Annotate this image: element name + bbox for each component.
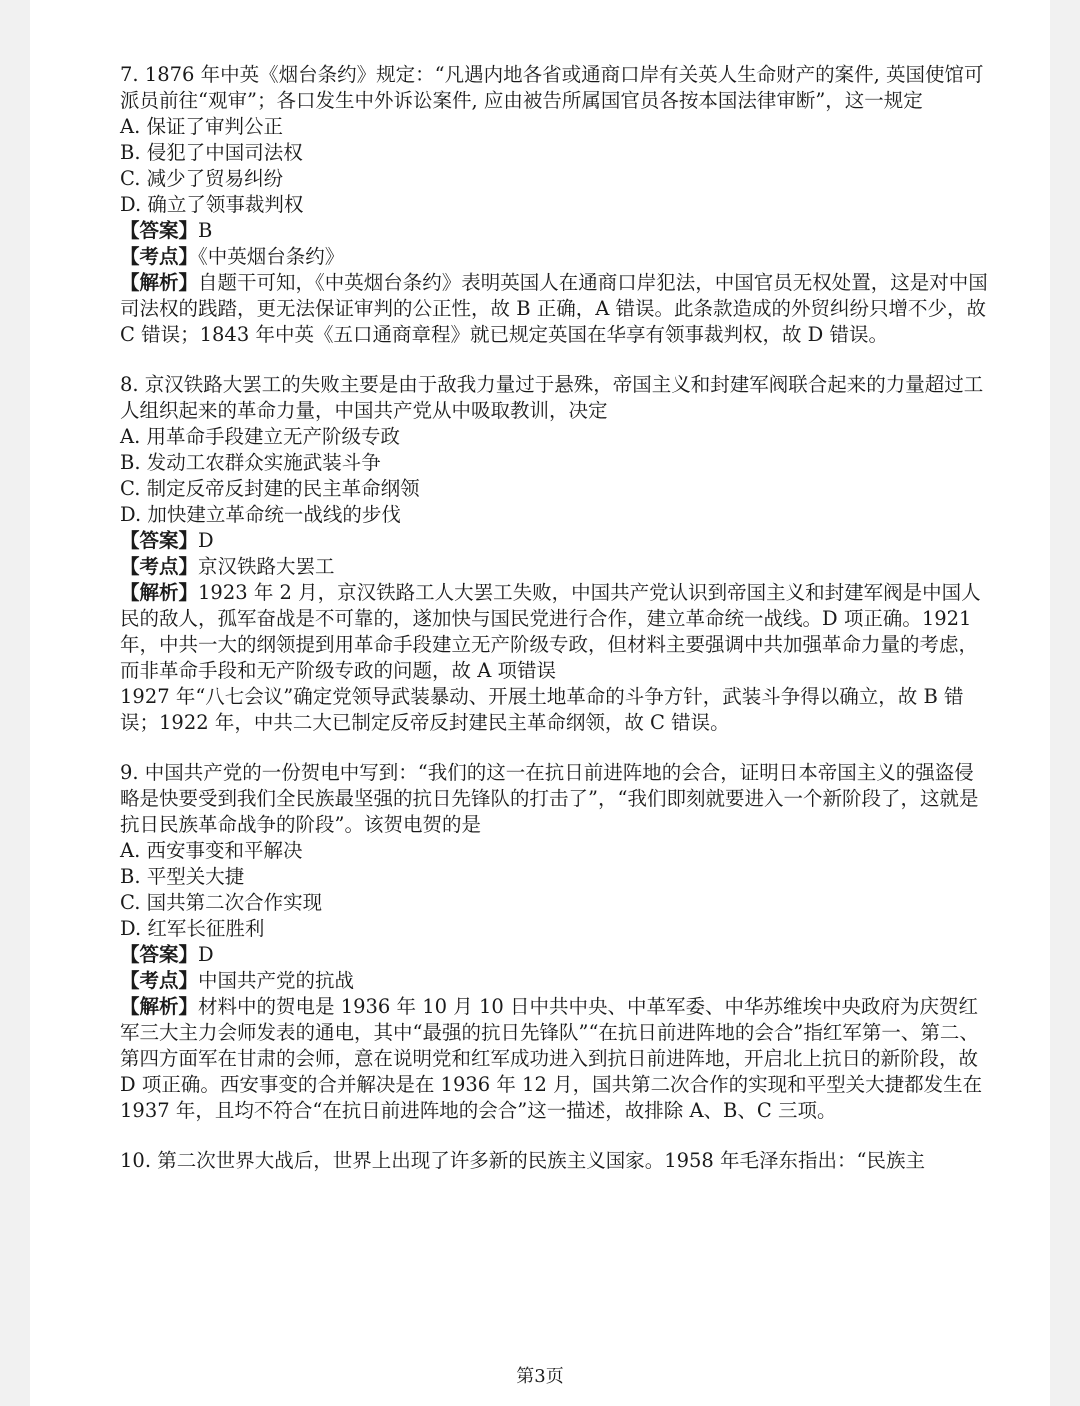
question-9 bbox=[120, 760, 992, 1124]
option-d: D. 加快建立革命统一战线的步伐 bbox=[120, 503, 401, 526]
page-number: 第3页 bbox=[516, 1366, 564, 1387]
question-10 bbox=[120, 1148, 992, 1174]
answer-tag: 【答案】 bbox=[120, 943, 199, 966]
point-tag: 【考点】 bbox=[120, 969, 199, 992]
point-value: 《中英烟台条约》 bbox=[198, 245, 345, 268]
option-b: B. 平型关大捷 bbox=[120, 865, 245, 888]
analysis-text: 1923 年 2 月，京汉铁路工人大罢工失败，中国共产党认识到帝国主义和封建军阀是中国人民的敌人，孤军奋战是不可靠的，遂加快与国民党进行合作，建立革命统一战线。D 项正确。1921 年，中共一大的纲领提到用革命手段建立无产阶级专政，但材料主要强调中共加强革命力量的考虑，而非革命手段和无产阶级专政的问题，故 A 项错误 bbox=[120, 581, 981, 682]
analysis-tag: 【解析】 bbox=[120, 995, 199, 1018]
question-stem: 7. 1876 年中英《烟台条约》规定：“凡遇内地各省或通商口岸有关英人生命财产的案件, 英国使馆可派员前往“观审”；各口发生中外诉讼案件, 应由被告所属国官员各按本国法律审断”，这一规定 bbox=[120, 63, 984, 112]
option-d: D. 红军长征胜利 bbox=[120, 917, 265, 940]
analysis-tag: 【解析】 bbox=[120, 271, 199, 294]
option-c: C. 制定反帝反封建的民主革命纲领 bbox=[120, 477, 420, 500]
option-a: A. 保证了审判公正 bbox=[120, 115, 283, 138]
answer-value: D bbox=[198, 943, 214, 966]
question-stem: 10. 第二次世界大战后，世界上出现了许多新的民族主义国家。1958 年毛泽东指出：“民族主 bbox=[120, 1149, 926, 1172]
analysis-line bbox=[120, 580, 992, 684]
question-7 bbox=[120, 62, 992, 348]
option-b: B. 侵犯了中国司法权 bbox=[120, 141, 303, 164]
page-content bbox=[120, 62, 992, 1198]
point-line bbox=[120, 968, 992, 994]
document-page bbox=[30, 0, 1050, 1406]
answer-tag: 【答案】 bbox=[120, 529, 199, 552]
option-d: D. 确立了领事裁判权 bbox=[120, 193, 304, 216]
question-stem: 8. 京汉铁路大罢工的失败主要是由于敌我力量过于悬殊，帝国主义和封建军阀联合起来的力量超过工人组织起来的革命力量，中国共产党从中吸取教训，决定 bbox=[120, 373, 984, 422]
answer-value: B bbox=[198, 219, 213, 242]
analysis-text: 材料中的贺电是 1936 年 10 月 10 日中共中央、中革军委、中华苏维埃中央政府为庆贺红军三大主力会师发表的通电，其中“最强的抗日先锋队”“在抗日前进阵地的会合”指红军第一、第二、第四方面军在甘肃的会师，意在说明党和红军成功进入到抗日前进阵地，开启北上抗日的新阶段，故 D 项正确。西安事变的合并解决是在 1936 年 12 月，国共第二次合作的实现和平型关大捷都发生在 1937 年，且均不符合“在抗日前进阵地的会合”这一描述，故排除 A、B、C 三项。 bbox=[120, 995, 983, 1122]
analysis-tag: 【解析】 bbox=[120, 581, 199, 604]
answer-tag: 【答案】 bbox=[120, 219, 199, 242]
option-a: A. 西安事变和平解决 bbox=[120, 839, 303, 862]
answer-value: D bbox=[198, 529, 214, 552]
option-b: B. 发动工农群众实施武装斗争 bbox=[120, 451, 381, 474]
analysis-line bbox=[120, 994, 992, 1124]
question-8 bbox=[120, 372, 992, 736]
point-line bbox=[120, 244, 992, 270]
option-c: C. 国共第二次合作实现 bbox=[120, 891, 323, 914]
point-tag: 【考点】 bbox=[120, 245, 199, 268]
point-value: 京汉铁路大罢工 bbox=[198, 555, 335, 578]
analysis-line bbox=[120, 270, 992, 348]
answer-line bbox=[120, 528, 992, 554]
analysis-text: 自题干可知，《中英烟台条约》表明英国人在通商口岸犯法，中国官员无权处置，这是对中国司法权的践踏，更无法保证审判的公正性，故 B 正确，A 错误。此条款造成的外贸纠纷只增不少，故 C 错误；1843 年中英《五口通商章程》就已规定英国在华享有领事裁判权，故 D 错误。 bbox=[120, 271, 988, 346]
point-tag: 【考点】 bbox=[120, 555, 199, 578]
option-c: C. 减少了贸易纠纷 bbox=[120, 167, 284, 190]
answer-line bbox=[120, 942, 992, 968]
point-value: 中国共产党的抗战 bbox=[198, 969, 355, 992]
question-stem: 9. 中国共产党的一份贺电中写到：“我们的这一在抗日前进阵地的会合，证明日本帝国主义的强盗侵略是快要受到我们全民族最坚强的抗日先锋队的打击了”，“我们即刻就要进入一个新阶段了，这就是抗日民族革命战争的阶段”。该贺电贺的是 bbox=[120, 761, 979, 836]
option-a: A. 用革命手段建立无产阶级专政 bbox=[120, 425, 400, 448]
answer-line bbox=[120, 218, 992, 244]
point-line bbox=[120, 554, 992, 580]
analysis-continuation: 1927 年“八七会议”确定党领导武装暴动、开展土地革命的斗争方针，武装斗争得以确立，故 B 错误；1922 年，中共二大已制定反帝反封建民主革命纲领，故 C 错误。 bbox=[120, 685, 964, 734]
